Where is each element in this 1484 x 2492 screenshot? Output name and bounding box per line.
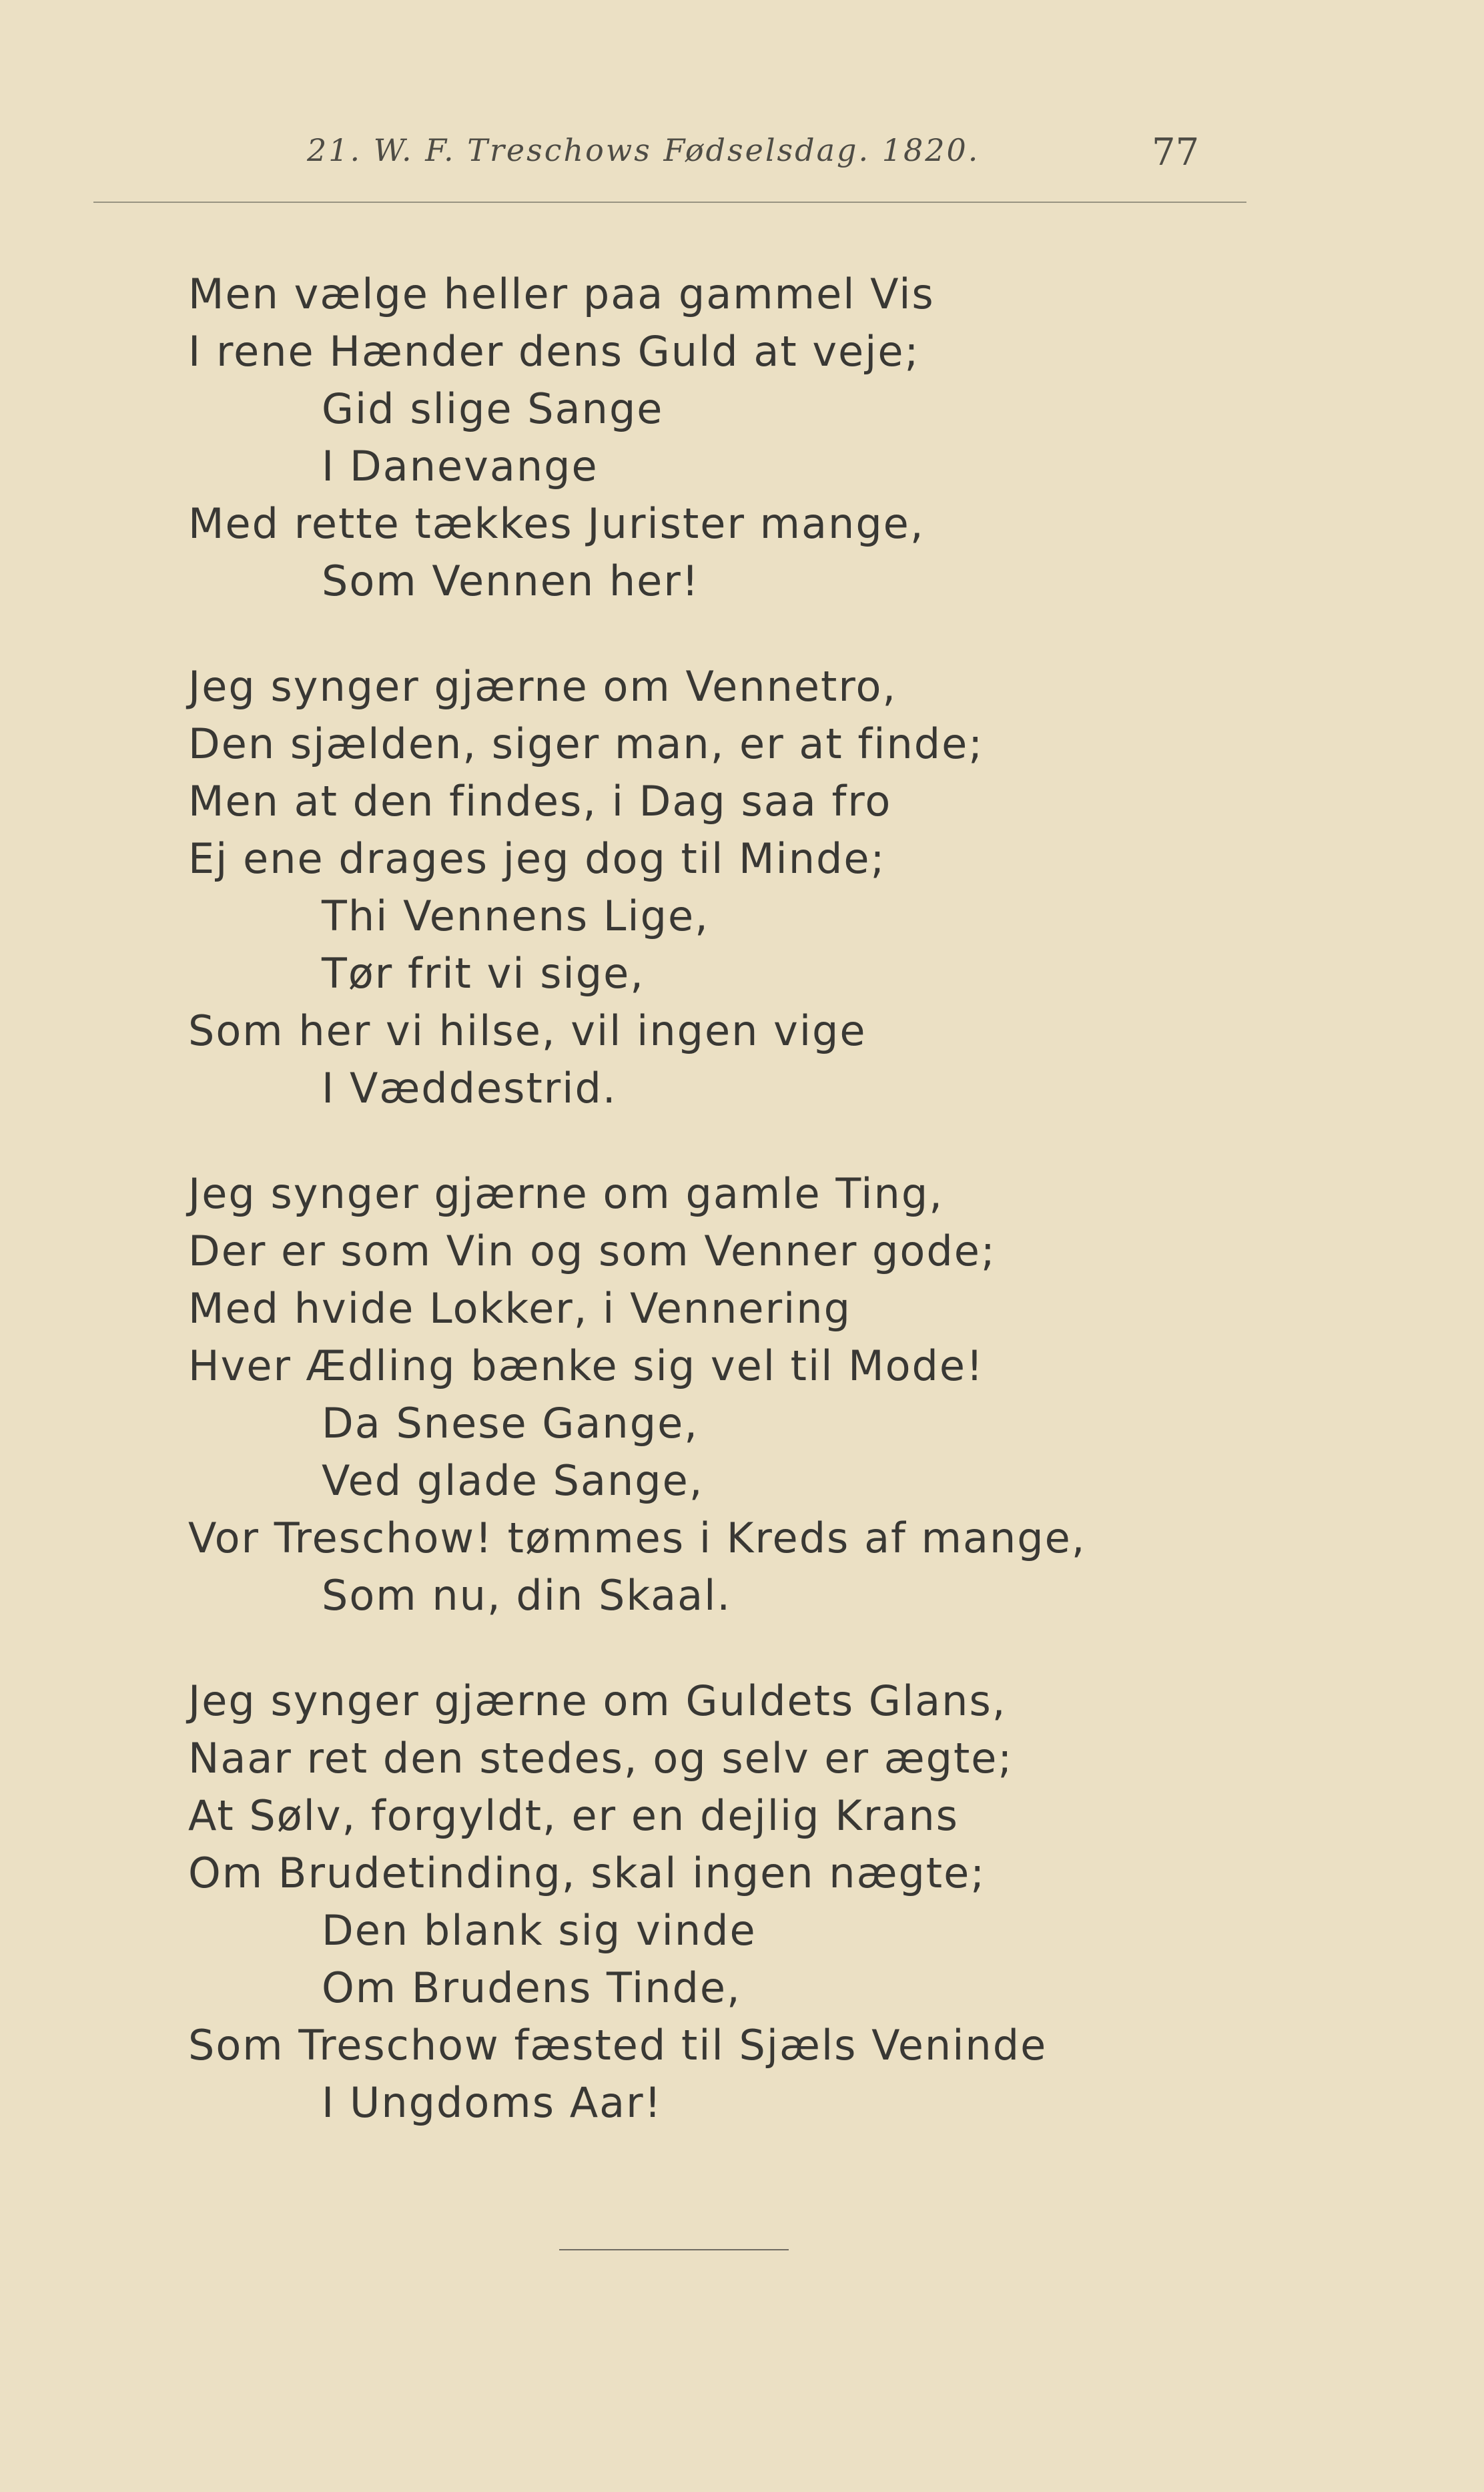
verse-line: Hver Ædling bænke sig vel til Mode!: [188, 1341, 984, 1390]
verse-line: Ej ene drages jeg dog til Minde;: [188, 834, 886, 883]
verse-line: Jeg synger gjærne om gamle Ting,: [188, 1169, 944, 1218]
verse-line: Jeg synger gjærne om Guldets Glans,: [188, 1676, 1007, 1725]
verse-line: I rene Hænder dens Guld at veje;: [188, 327, 920, 376]
stanza-3: [188, 1165, 1363, 1624]
verse-line: At Sølv, forgyldt, er en dejlig Krans: [188, 1791, 959, 1840]
verse-line: Med rette tækkes Jurister mange,: [188, 499, 925, 548]
header-rule: [93, 202, 1246, 203]
verse-line: Den blank sig vinde: [322, 1906, 757, 1955]
verse-line: Som her vi hilse, vil ingen vige: [188, 1006, 867, 1055]
verse-line: Der er som Vin og som Venner gode;: [188, 1227, 996, 1275]
page-number: 77: [1152, 131, 1200, 174]
verse-line: Jeg synger gjærne om Vennetro,: [188, 662, 897, 711]
verse-line: Gid slige Sange: [322, 384, 664, 433]
verse-line: Ved glade Sange,: [322, 1456, 704, 1505]
verse-line: Men vælge heller paa gammel Vis: [188, 270, 935, 318]
verse-line: I Væddestrid.: [322, 1064, 617, 1113]
verse-line: Som Treschow fæsted til Sjæls Veninde: [188, 2021, 1048, 2070]
verse-line: Men at den findes, i Dag saa fro: [188, 777, 892, 826]
verse-line: Vor Treschow! tømmes i Kreds af mange,: [188, 1514, 1086, 1562]
verse-line: Om Brudens Tinde,: [322, 1963, 741, 2012]
verse-line: Med hvide Lokker, i Vennering: [188, 1284, 851, 1333]
verse-line: Da Snese Gange,: [322, 1399, 699, 1448]
stanza-2: [188, 658, 1363, 1117]
verse-line: Om Brudetinding, skal ingen nægte;: [188, 1849, 986, 1897]
verse-line: Naar ret den stedes, og selv er ægte;: [188, 1734, 1014, 1783]
stanza-1: [188, 266, 1363, 610]
stanza-4: [188, 1672, 1363, 2132]
end-rule: [559, 2249, 789, 2250]
running-head: 21. W. F. Treschows Fødselsdag. 1820.: [307, 132, 980, 168]
verse-line: Som Vennen her!: [322, 557, 700, 605]
verse-line: Den sjælden, siger man, er at finde;: [188, 719, 984, 768]
verse-line: I Ungdoms Aar!: [322, 2078, 663, 2127]
verse-line: I Danevange: [322, 442, 599, 491]
verse-line: Som nu, din Skaal.: [322, 1571, 732, 1620]
verse-line: Thi Vennens Lige,: [322, 892, 709, 940]
poem: [188, 266, 1363, 2180]
verse-line: Tør frit vi sige,: [322, 949, 645, 998]
